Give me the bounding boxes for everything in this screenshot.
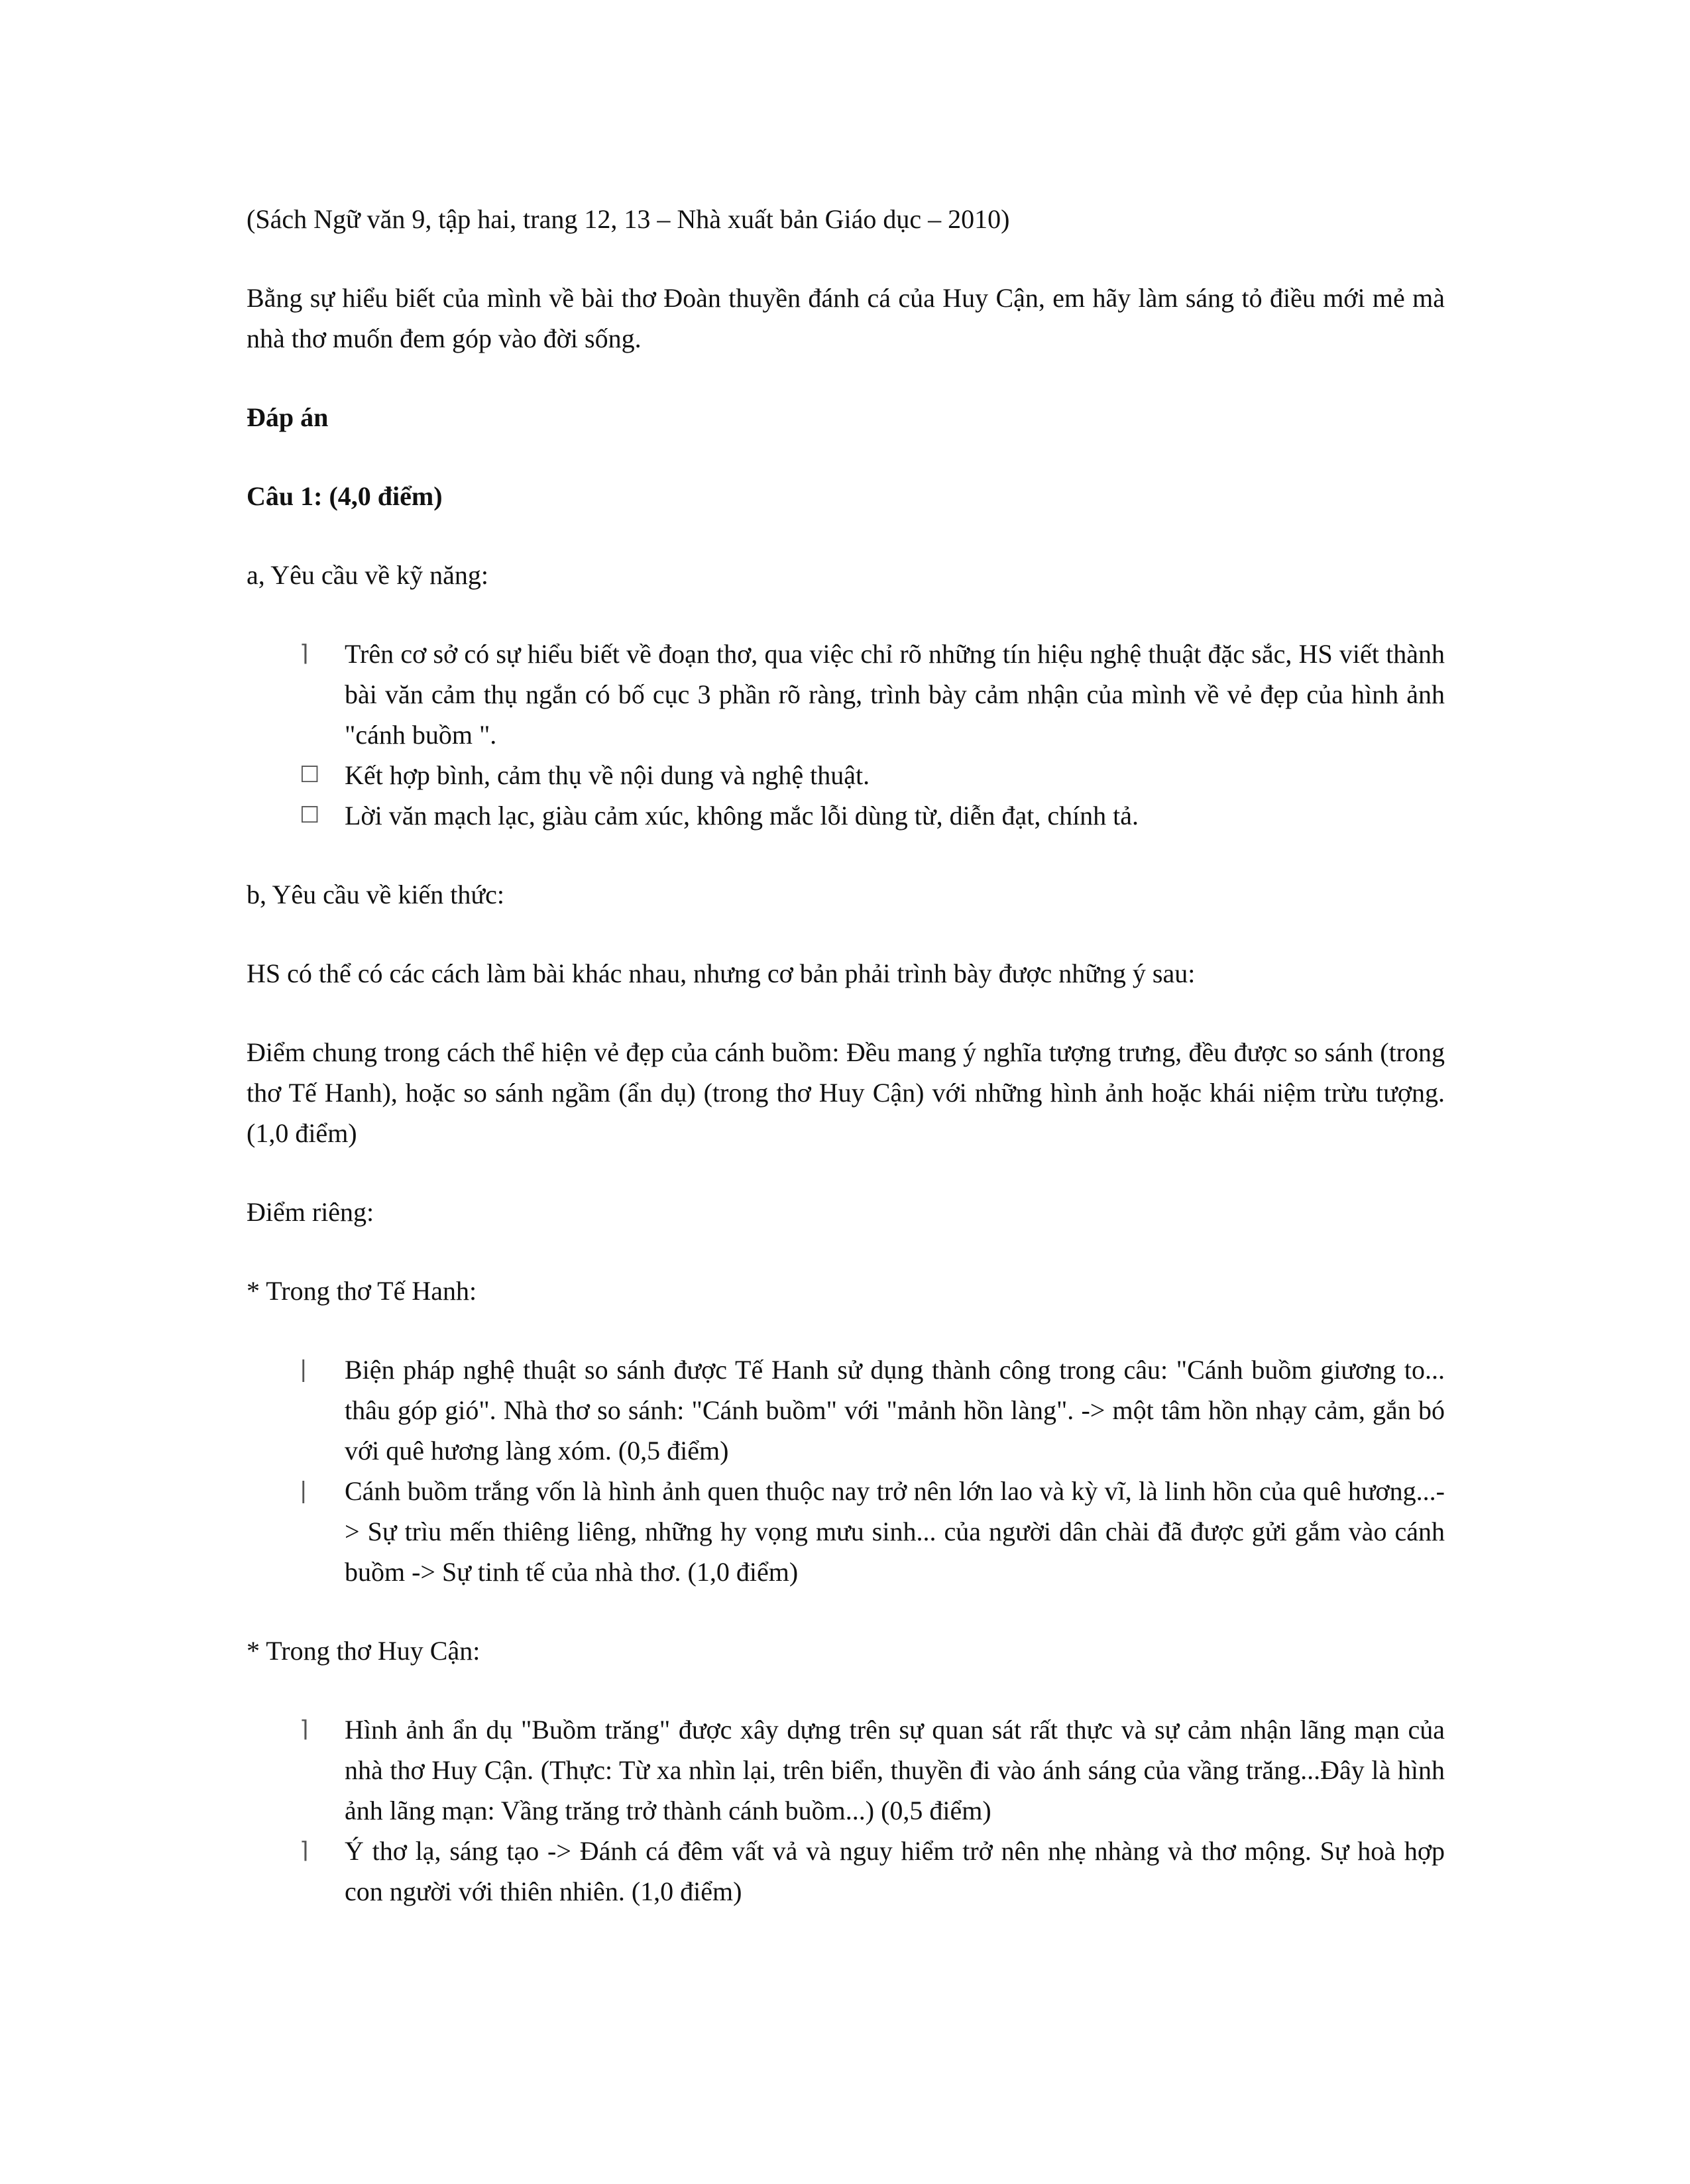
bullet-icon: ☐ bbox=[300, 762, 320, 788]
bullet-icon: ⌉ bbox=[300, 1837, 309, 1864]
bullet-icon: ⌉ bbox=[300, 1716, 309, 1743]
list-item-text: Ý thơ lạ, sáng tạo -> Đánh cá đêm vất vả và nguy hiểm trở nên nhẹ nhàng và thơ mộng. Sự hoà hợp con người với thiên nhiên. (1,0 điểm) bbox=[345, 1836, 1445, 1906]
question-1-heading: Câu 1: (4,0 điểm) bbox=[247, 481, 443, 511]
huy-can-heading: * Trong thơ Huy Cận: bbox=[247, 1636, 480, 1666]
bullet-icon: | bbox=[300, 1356, 308, 1383]
common-point: Điểm chung trong cách thể hiện vẻ đẹp của cánh buồm: Đều mang ý nghĩa tượng trưng, đều được so sánh (trong thơ Tế Hanh), hoặc so sánh ngầm (ẩn dụ) (trong thơ Huy Cận) với những hình ảnh hoặc khái niệm trừu tượng. (1,0 điểm) bbox=[247, 1037, 1445, 1148]
answer-heading: Đáp án bbox=[247, 402, 329, 432]
knowledge-intro: HS có thể có các cách làm bài khác nhau, nhưng cơ bản phải trình bày được những ý sau: bbox=[247, 958, 1196, 988]
document-page bbox=[247, 199, 1445, 1950]
bullet-icon: ⌉ bbox=[300, 640, 309, 667]
te-hanh-list bbox=[247, 1350, 1445, 1592]
list-item bbox=[247, 795, 1445, 836]
list-item-text: Biện pháp nghệ thuật so sánh được Tế Hanh sử dụng thành công trong câu: "Cánh buồm giương to... thâu góp gió". Nhà thơ so sánh: "Cánh buồm" với "mảnh hồn làng". -> một tâm hồn nhạy cảm, gắn bó với quê hương làng xóm. (0,5 điểm) bbox=[345, 1355, 1445, 1466]
skills-heading: a, Yêu cầu về kỹ năng: bbox=[247, 560, 489, 590]
bullet-icon: | bbox=[300, 1477, 308, 1504]
knowledge-heading: b, Yêu cầu về kiến thức: bbox=[247, 880, 504, 909]
list-item bbox=[247, 1350, 1445, 1471]
list-item bbox=[247, 1709, 1445, 1831]
essay-question: Bằng sự hiểu biết của mình về bài thơ Đoàn thuyền đánh cá của Huy Cận, em hãy làm sáng tỏ điều mới mẻ mà nhà thơ muốn đem góp vào đời sống. bbox=[247, 283, 1445, 353]
list-item-text: Hình ảnh ẩn dụ "Buồm trăng" được xây dựng trên sự quan sát rất thực và sự cảm nhận lãng mạn của nhà thơ Huy Cận. (Thực: Từ xa nhìn lại, trên biển, thuyền đi vào ánh sáng của vầng trăng...Đây là hình ảnh lãng mạn: Vầng trăng trở thành cánh buồm...) (0,5 điểm) bbox=[345, 1715, 1445, 1825]
list-item bbox=[247, 1471, 1445, 1592]
huy-can-list bbox=[247, 1709, 1445, 1912]
te-hanh-heading: * Trong thơ Tế Hanh: bbox=[247, 1276, 477, 1306]
list-item-text: Kết hợp bình, cảm thụ về nội dung và nghệ thuật. bbox=[345, 760, 870, 790]
list-item bbox=[247, 1831, 1445, 1912]
list-item bbox=[247, 634, 1445, 755]
bullet-icon: ☐ bbox=[300, 802, 320, 829]
list-item bbox=[247, 755, 1445, 795]
private-point-heading: Điểm riêng: bbox=[247, 1197, 374, 1227]
skills-list bbox=[247, 634, 1445, 836]
list-item-text: Trên cơ sở có sự hiểu biết về đoạn thơ, qua việc chỉ rõ những tín hiệu nghệ thuật đặc sắc, HS viết thành bài văn cảm thụ ngắn có bố cục 3 phần rõ ràng, trình bày cảm nhận của mình về vẻ đẹp của hình ảnh "cánh buồm ". bbox=[345, 639, 1445, 750]
list-item-text: Lời văn mạch lạc, giàu cảm xúc, không mắc lỗi dùng từ, diễn đạt, chính tả. bbox=[345, 801, 1139, 831]
list-item-text: Cánh buồm trắng vốn là hình ảnh quen thuộc nay trở nên lớn lao và kỳ vĩ, là linh hồn của quê hương...-> Sự trìu mến thiêng liêng, những hy vọng mưu sinh... của người dân chài đã được gửi gắm vào cánh buồm -> Sự tinh tế của nhà thơ. (1,0 điểm) bbox=[345, 1476, 1445, 1587]
source-citation: (Sách Ngữ văn 9, tập hai, trang 12, 13 – Nhà xuất bản Giáo dục – 2010) bbox=[247, 204, 1010, 234]
